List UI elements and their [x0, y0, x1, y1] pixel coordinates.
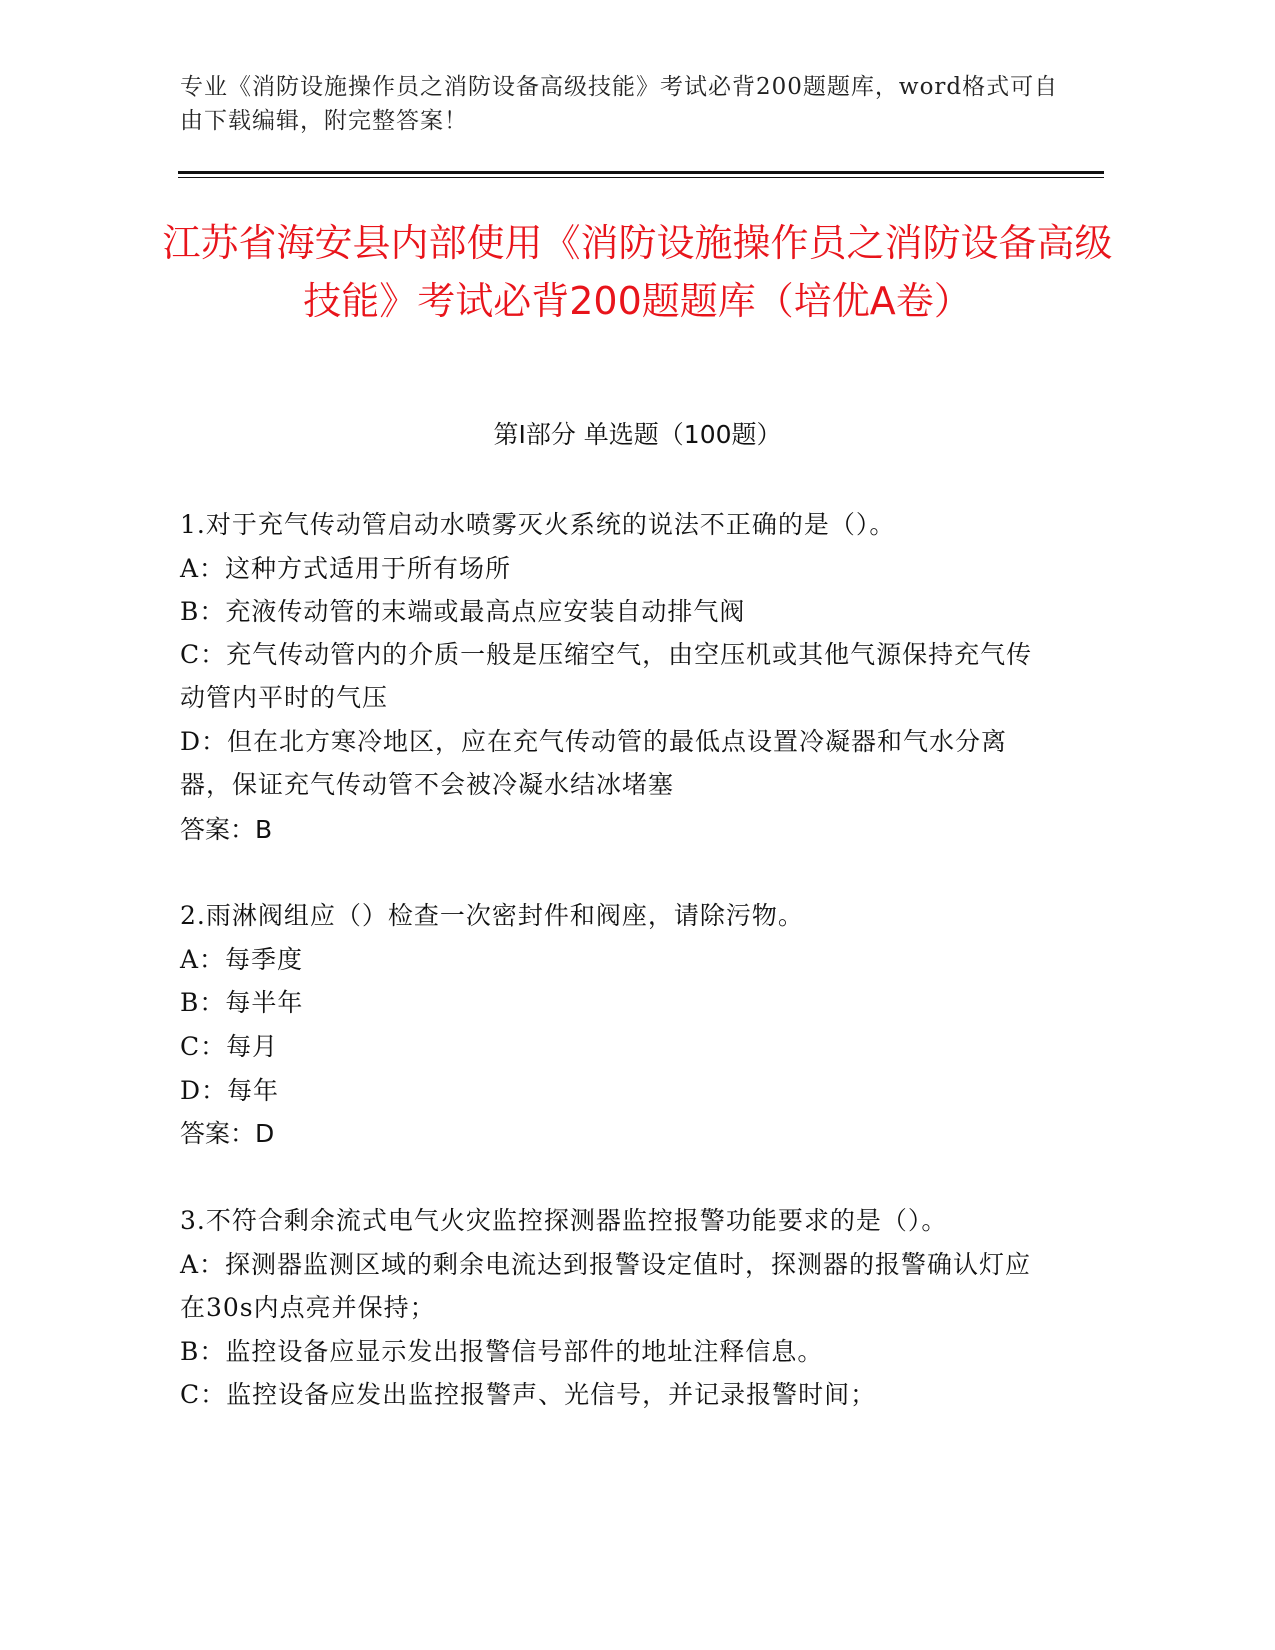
- question-3-option-c: C：监控设备应发出监控报警声、光信号，并记录报警时间；: [180, 1380, 877, 1409]
- question-2-option-a: A：每季度: [180, 945, 304, 974]
- document-title: 江苏省海安县内部使用《消防设施操作员之消防设备高级技能》考试必背200题题库（培优A卷）: [162, 221, 1113, 323]
- header-rule-thick: [178, 171, 1104, 174]
- section-title: 第I部分 单选题（100题）: [493, 420, 782, 449]
- question-1-option-d: D：但在北方寒冷地区，应在充气传动管的最低点设置冷凝器和气水分离器，保证充气传动管不会被冷凝水结冰堵塞: [180, 727, 1008, 799]
- question-1-option-b: B：充液传动管的末端或最高点应安装自动排气阀: [180, 597, 746, 626]
- question-1-option-c: C：充气传动管内的介质一般是压缩空气，由空压机或其他气源保持充气传动管内平时的气压: [180, 640, 1033, 712]
- question-2-option-b: B：每半年: [180, 988, 304, 1017]
- question-3-stem: 3.不符合剩余流式电气火灾监控探测器监控报警功能要求的是（）。: [180, 1206, 948, 1235]
- question-3-option-b: B：监控设备应显示发出报警信号部件的地址注释信息。: [180, 1337, 824, 1366]
- question-2-answer: 答案：D: [180, 1119, 275, 1148]
- header-note: 专业《消防设施操作员之消防设备高级技能》考试必背200题题库，word格式可自由下载编辑，附完整答案！: [180, 74, 1059, 134]
- question-2-stem: 2.雨淋阀组应（）检查一次密封件和阀座，请除污物。: [180, 901, 804, 930]
- question-1-answer: 答案：B: [180, 815, 273, 844]
- question-2-option-d: D：每年: [180, 1076, 280, 1105]
- header-rule-thin: [178, 177, 1104, 178]
- question-3-option-a: A：探测器监测区域的剩余电流达到报警设定值时，探测器的报警确认灯应在30s内点亮并保持；: [180, 1250, 1032, 1322]
- question-1-stem: 1.对于充气传动管启动水喷雾灭火系统的说法不正确的是（）。: [180, 510, 896, 539]
- question-1-option-a: A：这种方式适用于所有场所: [180, 554, 512, 583]
- question-2-option-c: C：每月: [180, 1032, 279, 1061]
